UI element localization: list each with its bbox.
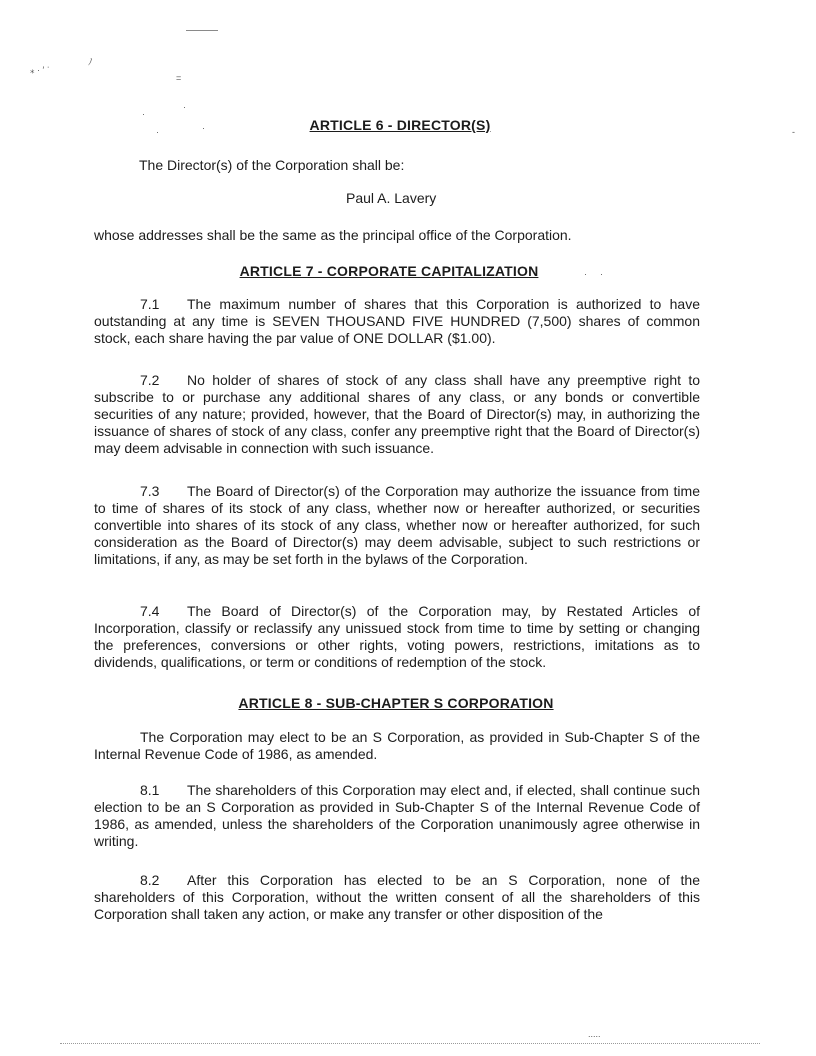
section-text: No holder of shares of stock of any class shall have any preemptive right to subscribe to or purchase any additional shares of any class, or any bonds or convertible securities of any nature; provided, however, that the Board of Director(s) may, in authorizing the issuance of shares of stock of any class, confer any preemptive right that the Board of Director(s) may deem advisable in connection with such issuance. [94,372,700,456]
section-number: 7.4 [140,603,160,619]
section-number: 7.2 [140,372,160,388]
scan-edge-artifact [60,1043,760,1045]
article-6-heading: ARTICLE 6 - DIRECTOR(S) [309,117,491,133]
section-text: The Board of Director(s) of the Corporation may authorize the issuance from time to time of shares of its stock of any class, whether now or hereafter authorized, or securities convertible into shares of its stock of any class, whether now or hereafter authorized, for such consideration as the Board of Director(s) may deem advisable, subject to such restrictions or limitations, if any, as may be set forth in the bylaws of the Corporation. [94,483,700,567]
article-6-address-note: whose addresses shall be the same as the principal office of the Corporation. [94,227,572,243]
section-number: 7.1 [140,296,160,312]
section-7-1 [94,296,700,347]
section-number: 8.2 [140,872,160,888]
section-7-3 [94,483,700,568]
section-8-1 [94,782,700,850]
article-7-heading: ARTICLE 7 - CORPORATE CAPITALIZATION [239,263,539,279]
scan-speck: · [156,127,159,137]
article-8-heading: ARTICLE 8 - SUB-CHAPTER S CORPORATION [238,695,554,711]
article-8-intro: The Corporation may elect to be an S Corporation, as provided in Sub-Chapter S of the Internal Revenue Code of 1986, as amended. [94,729,700,762]
section-7-2 [94,372,700,457]
scan-speck: ..... [588,1029,601,1039]
scan-mark-top [186,30,218,31]
section-text: The Board of Director(s) of the Corporation may, by Restated Articles of Incorporation, classify or reclassify any unissued stock from time to time by setting or changing the preferences, conversions or other rights, voting powers, restrictions, imitations as to dividends, qualifications, or term or conditions of redemption of the stock. [94,603,700,670]
article-6-intro: The Director(s) of the Corporation shall be: [139,157,405,173]
scan-speck: · [202,123,205,133]
scan-speck: · [183,102,186,112]
section-8-2 [94,872,700,923]
scan-speck: ⁎ · ′ ˈ [30,65,50,75]
section-text: After this Corporation has elected to be an S Corporation, none of the shareholders of this Corporation, without the written consent of all the shareholders of this Corporation shall taken any action, or make any transfer or other disposition of the [94,872,700,922]
section-text: The maximum number of shares that this Corporation is authorized to have outstanding at any time is SEVEN THOUSAND FIVE HUNDRED (7,500) shares of common stock, each share having the par value of ONE DOLLAR ($1.00). [94,296,700,346]
section-7-4 [94,603,700,671]
director-name: Paul A. Lavery [346,190,437,206]
section-number: 7.3 [140,483,160,499]
scan-speck: · [600,269,603,279]
scan-speck: · [584,269,587,279]
scan-speck: - [792,127,795,137]
section-text: The shareholders of this Corporation may elect and, if elected, shall continue such election to be an S Corporation as provided in Sub-Chapter S of the Internal Revenue Code of 1986, as amended, unless the shareholders of the Corporation unanimously agree otherwise in writing. [94,782,700,849]
scan-speck: ﾉ [88,57,93,67]
scan-speck: · [142,109,145,119]
scan-speck: = [176,73,182,83]
section-number: 8.1 [140,782,160,798]
